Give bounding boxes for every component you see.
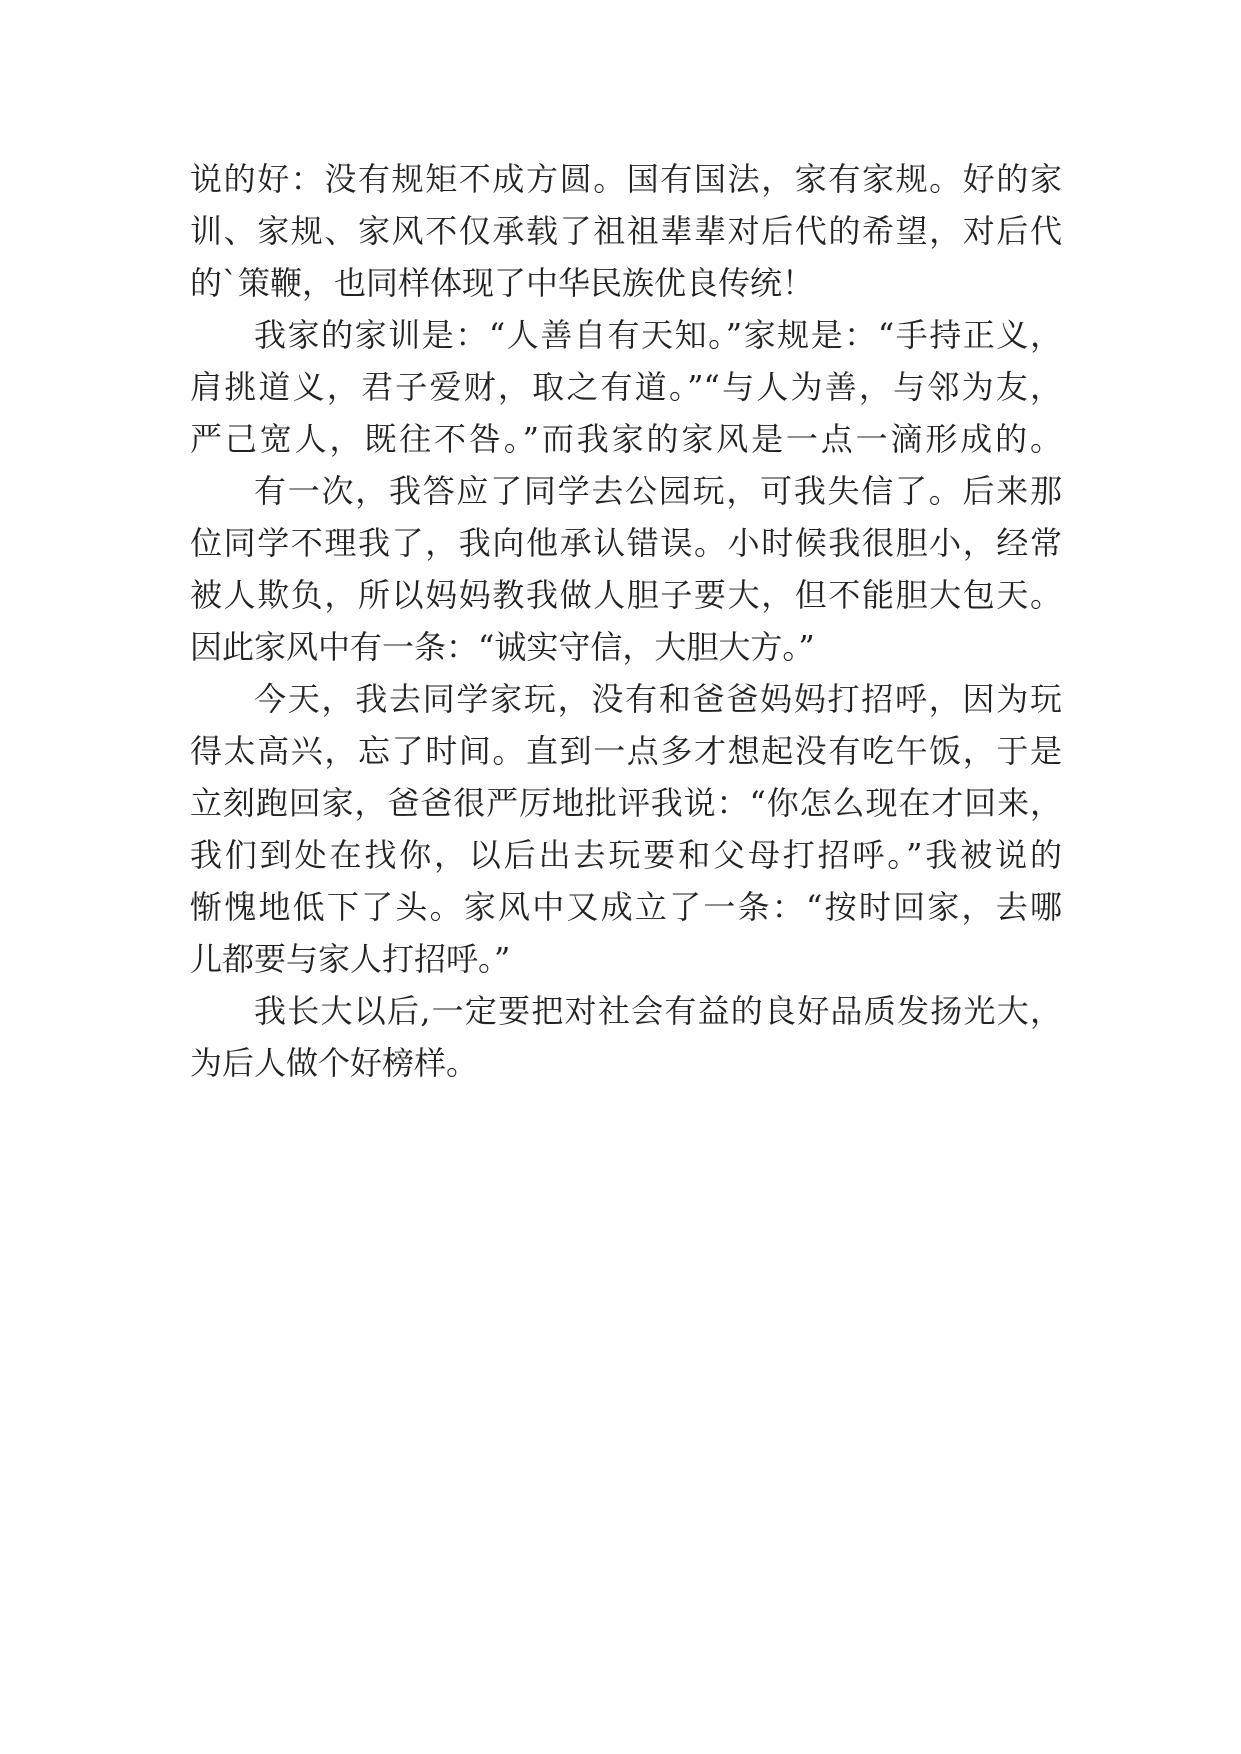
paragraph-3 — [190, 465, 1062, 673]
paragraph-4 — [190, 673, 1062, 985]
paragraph-line: 有一次，我答应了同学去公园玩，可我失信了。后来那 — [254, 472, 1062, 510]
paragraph-line: 训、家规、家风不仅承载了祖祖辈辈对后代的希望，对后代 — [190, 212, 1062, 250]
paragraph-5 — [190, 985, 1062, 1089]
paragraph-line: 惭愧地低下了头。家风中又成立了一条：“按时回家，去哪 — [190, 888, 1062, 926]
paragraph-line: 的`策鞭，也同样体现了中华民族优良传统！ — [190, 264, 815, 302]
paragraph-line: 因此家风中有一条：“诚实守信，大胆大方。” — [190, 628, 815, 666]
paragraph-line: 儿都要与家人打招呼。” — [190, 940, 511, 978]
paragraph-1 — [190, 153, 1062, 309]
paragraph-line: 我长大以后,一定要把对社会有益的良好品质发扬光大， — [254, 992, 1062, 1030]
paragraph-2 — [190, 309, 1062, 465]
paragraph-line: 得太高兴，忘了时间。直到一点多才想起没有吃午饭，于是 — [190, 732, 1062, 770]
document-body — [190, 153, 1062, 1089]
paragraph-line: 说的好：没有规矩不成方圆。国有国法，家有家规。好的家 — [190, 160, 1062, 198]
paragraph-line: 我家的家训是：“人善自有天知。”家规是：“手持正义， — [254, 316, 1062, 354]
paragraph-line: 被人欺负，所以妈妈教我做人胆子要大，但不能胆大包天。 — [190, 576, 1062, 614]
paragraph-line: 位同学不理我了，我向他承认错误。小时候我很胆小，经常 — [190, 524, 1062, 562]
paragraph-line: 为后人做个好榜样。 — [190, 1044, 479, 1082]
paragraph-line: 立刻跑回家，爸爸很严厉地批评我说：“你怎么现在才回来， — [190, 784, 1062, 822]
paragraph-line: 我们到处在找你，以后出去玩要和父母打招呼。”我被说的 — [190, 836, 1062, 874]
paragraph-line: 肩挑道义，君子爱财，取之有道。”“与人为善，与邻为友， — [190, 368, 1062, 406]
paragraph-line: 严己宽人，既往不咎。”而我家的家风是一点一滴形成的。 — [190, 420, 1062, 458]
paragraph-line: 今天，我去同学家玩，没有和爸爸妈妈打招呼，因为玩 — [254, 680, 1062, 718]
